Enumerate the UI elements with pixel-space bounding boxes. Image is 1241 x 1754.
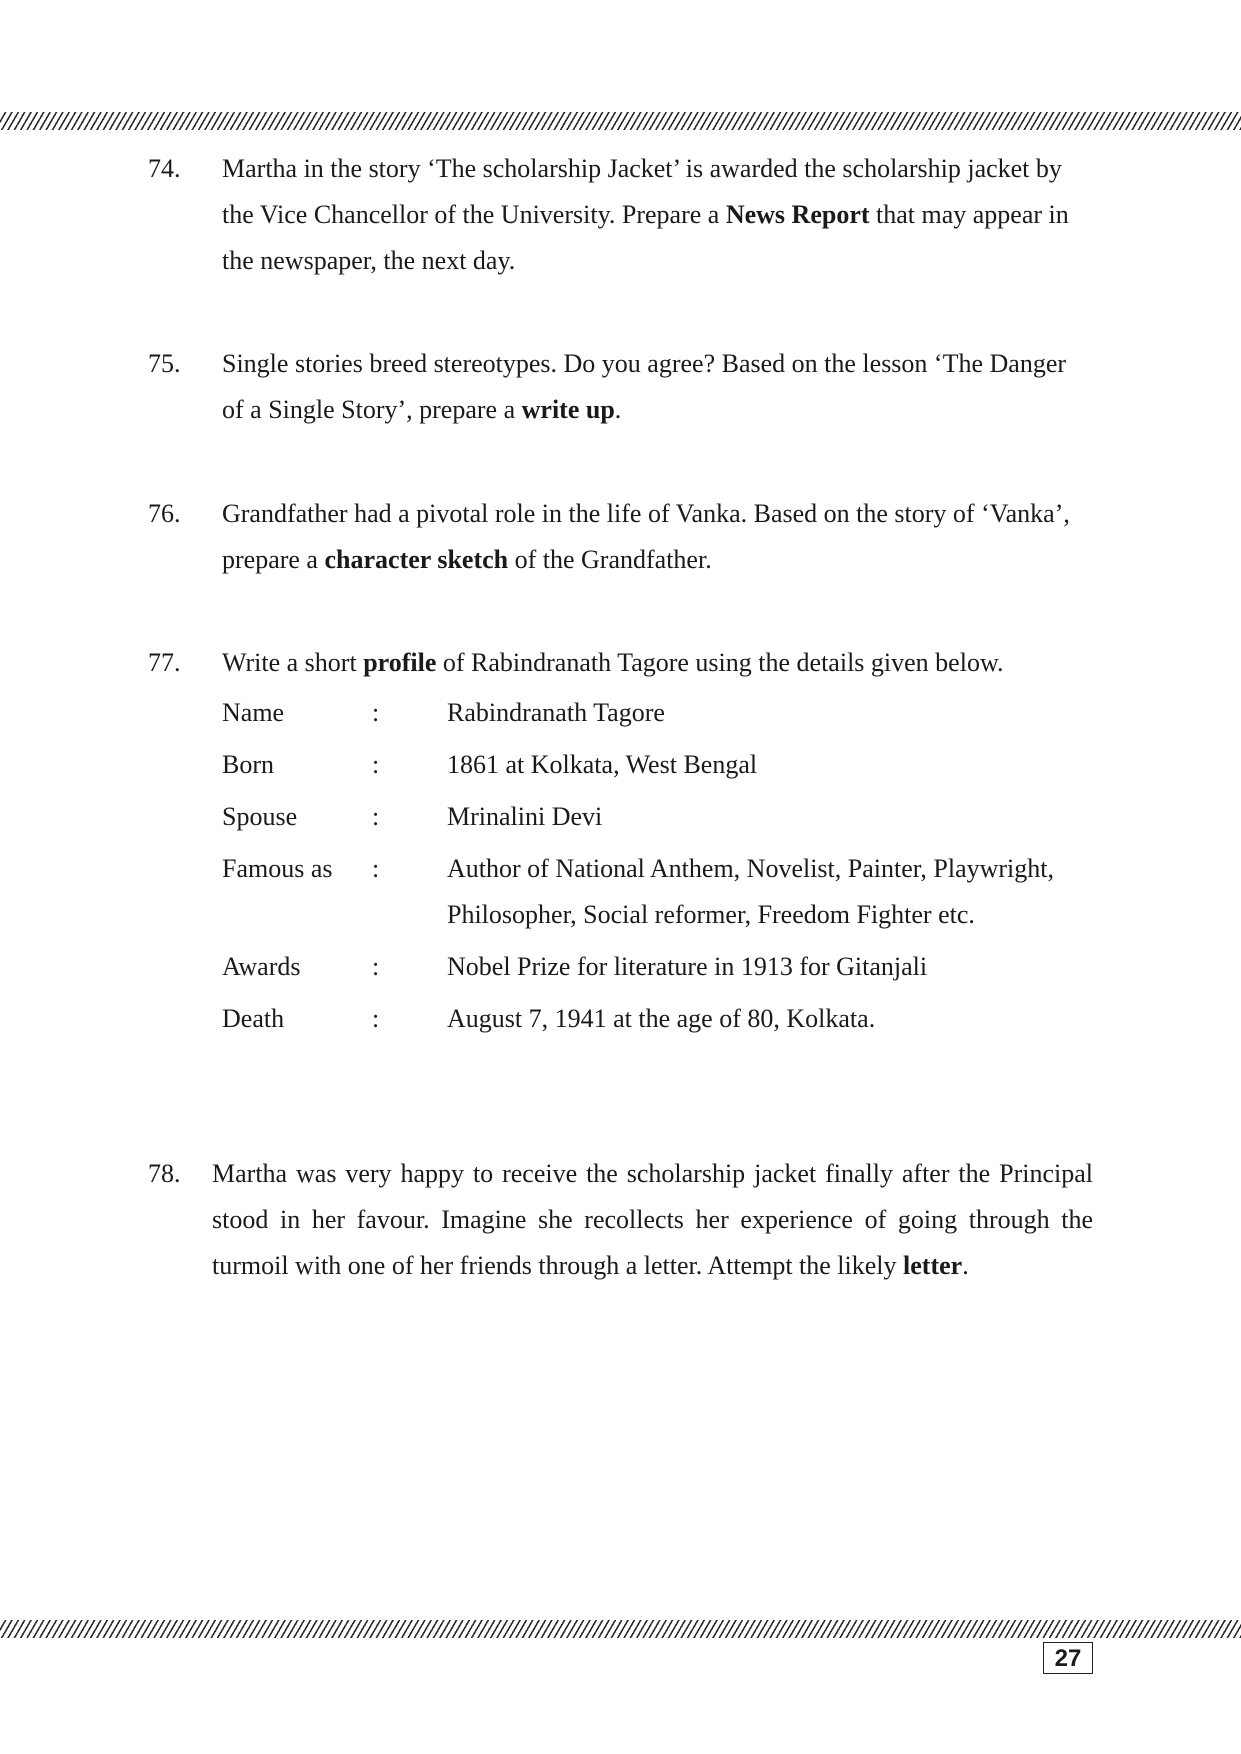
question-77: [148, 640, 1093, 686]
profile-row-name: [222, 690, 1102, 736]
question-number: 74.: [148, 154, 181, 183]
profile-row-awards: [222, 944, 1102, 990]
profile-separator: :: [372, 854, 380, 883]
question-78: [148, 1151, 1093, 1289]
task-keyword: write up: [521, 395, 615, 424]
profile-label: Death: [222, 1004, 285, 1033]
question-number: 78.: [148, 1159, 181, 1188]
profile-value: August 7, 1941 at the age of 80, Kolkata.: [447, 1004, 876, 1033]
profile-label: Name: [222, 698, 285, 727]
question-text: Martha in the story ‘The scholarship Jacket’ is awarded the scholarship jacket by the Vice Chancellor of the University. Prepare a News Report that may appear in the newspaper, the next day.: [222, 154, 1069, 275]
page-number: 27: [1043, 1642, 1093, 1674]
profile-label: Born: [222, 750, 274, 779]
profile-separator: :: [372, 698, 380, 727]
profile-value: Rabindranath Tagore: [447, 698, 665, 727]
profile-separator: :: [372, 802, 380, 831]
task-keyword: News Report: [725, 200, 870, 229]
task-keyword: character sketch: [324, 545, 509, 574]
profile-row-born: [222, 742, 1102, 788]
question-number: 76.: [148, 499, 181, 528]
profile-details-table: [222, 690, 1102, 1048]
question-text: Write a short profile of Rabindranath Tagore using the details given below.: [222, 648, 1004, 677]
profile-value: Nobel Prize for literature in 1913 for Gitanjali: [447, 952, 928, 981]
task-keyword: letter: [903, 1251, 963, 1280]
profile-row-death: [222, 996, 1102, 1042]
question-number: 75.: [148, 349, 181, 378]
question-74: [148, 146, 1093, 284]
task-keyword: profile: [363, 648, 437, 677]
bottom-hatched-border: [0, 1620, 1241, 1638]
profile-label: Famous as: [222, 854, 333, 883]
profile-label: Spouse: [222, 802, 298, 831]
profile-value: Mrinalini Devi: [447, 802, 603, 831]
profile-separator: :: [372, 1004, 380, 1033]
profile-value: 1861 at Kolkata, West Bengal: [447, 750, 758, 779]
top-hatched-border: [0, 112, 1241, 130]
question-76: [148, 491, 1093, 583]
profile-value: Author of National Anthem, Novelist, Painter, Playwright, Philosopher, Social reformer, Freedom Fighter etc.: [447, 854, 1054, 929]
profile-separator: :: [372, 750, 380, 779]
profile-row-spouse: [222, 794, 1102, 840]
profile-label: Awards: [222, 952, 301, 981]
question-text: Martha was very happy to receive the scholarship jacket finally after the Principal stood in her favour. Imagine she recollects her experience of going through the turmoil with one of her friends through a letter. Attempt the likely letter.: [212, 1159, 1093, 1280]
question-text: Grandfather had a pivotal role in the life of Vanka. Based on the story of ‘Vanka’, prepare a character sketch of the Grandfather.: [222, 499, 1070, 574]
question-75: [148, 341, 1093, 433]
profile-row-famous-as: [222, 846, 1102, 938]
question-number: 77.: [148, 648, 181, 677]
profile-separator: :: [372, 952, 380, 981]
question-text: Single stories breed stereotypes. Do you agree? Based on the lesson ‘The Danger of a Single Story’, prepare a write up.: [222, 349, 1067, 424]
